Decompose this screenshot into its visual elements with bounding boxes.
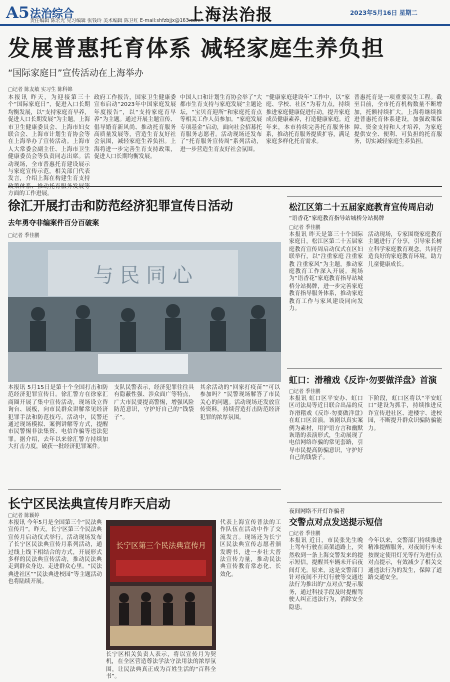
- page-number: A5: [6, 3, 30, 22]
- changning-column-2: 长宁区相关负责人表示，将以宣传月为契机，在全区营造尊法学法守法用法的浓厚氛围，让民法典真正成为百姓生活的“百科全书”。: [106, 652, 216, 681]
- photo2-banner-text: 长宁区第三个民法典宣传月: [116, 541, 206, 550]
- newspaper-logo: 上海法治报: [188, 5, 274, 24]
- divider: [287, 196, 442, 197]
- xuhui-column-1: 本报讯 5月15日是第十个全国打击和防范经济犯罪宣传日。徐汇警方在徐家汇商圈开展了集中宣传活动，现场设立咨询台、展板，向市民群众讲解常见经济犯罪手法和防范技巧。活动中，民警还通过现场模拟、案例讲解等方式，提醒市民警惕非法集资、电信诈骗等违法犯罪。据介绍，去年以来徐汇警方持续加大打击力度，破获一批经济犯罪案件。: [8, 385, 108, 451]
- lead-column-3: 中国人口和计划生育协会举了“大都市生育支持与家庭发展”主题论坛，“宝贝育迎所”和家庭托育点等相关工作人员参加。“家庭发展专项基金”启动，面向社会招募托育服务志愿者。活动现场还发布了“托育服务宣传周”系列活动，进一步营造生育友好社会氛围。: [180, 95, 262, 153]
- divider: [287, 502, 442, 503]
- lead-headline: 发展普惠托育体系 减轻家庭生养负担: [8, 37, 385, 62]
- songjiang-column-2: 活动现场，专家围绕家庭教育主题进行了分享，引导家长树立科学家庭教育观念，共同营造良好的家庭教育环境，助力儿童健康成长。: [368, 232, 442, 268]
- changning-event-photo: [106, 520, 216, 650]
- night-label: 夜间网络不开灯诈骗者: [289, 509, 345, 515]
- divider: [8, 186, 442, 187]
- night-byline: □记者 季佳鹏: [289, 531, 321, 537]
- page-header: [0, 0, 450, 26]
- photo1-banner-text: 与 民 同 心: [93, 263, 193, 287]
- xuhui-subheadline: 去年勇夺非编案件百分百破案: [8, 219, 99, 227]
- lead-column-1: 本报讯 昨天，为迎接第三十个“国际家庭日”，促进入口长期均衡发展，以“支持家庭育早养，促进人口长期发展”为主题，上海市卫生健康委员会、上海市妇女联合会、上海市计划生育协会等在上海举办了宣传活动。上海市人大常委会副主任、上海市卫生健康委员会等负责同志出席。活动现场，全市普惠托育建设展示与家庭宣传示范，相关部门代表发言，介绍上海在构建生育支持 方面的工作进展。: [8, 95, 90, 198]
- lead-column-2: 政府工作报告，国家卫生健康委宣布启动“2023年中国家庭发展年度报告”，以“支持家庭育早养”为主题。通过开展主题宣传、倡导婚育新风尚、推动托育服务高质量发展等，营造生育友好社会氛围，减轻家庭生养负担。上海将进一步完善生育支持政策，促进人口长期均衡发展。: [94, 95, 176, 161]
- xuhui-byline: □记者 季佳鹏: [8, 233, 40, 239]
- divider: [8, 489, 281, 490]
- night-column-1: 本报讯 近日，市民张先生晚上驾车行驶在高架道路上，突然收到一条上海交警发来的提示短信，提醒其车辆未开启夜间灯光。原来，这是交警部门针对夜间不开灯行驶等交通违法行为推出的“点对点”提示服务，通过科技手段及时提醒驾驶人纠正违法行为，消除安全隐患。: [289, 538, 363, 611]
- changning-column-3: 代表上海宣传普法的工作队伍在活动中作了交流发言。现场还为长宁区民法典宣传志愿者颁发聘书，进一步壮大普法宣传力量，推动民法典宣传教育常态化、长效化。: [220, 520, 281, 578]
- night-headline: 交警点对点发送提示短信: [289, 518, 383, 528]
- hongkou-headline: 虹口：滑稽戏《反诈·勿要做洋盘》首演: [289, 376, 437, 386]
- hongkou-column-1: 本报讯 虹口区平安办、虹口区司法局等近日联合出品的反诈滑稽戏《反诈·勿要做洋盘》在虹口区首演。该剧以真实案例为素材，用沪语方言和幽默诙谐的表演形式，生动展现了电信网络诈骗的常见套路，引导市民提高防骗意识，守护好自己的钱袋子。: [289, 396, 363, 462]
- songjiang-subheadline: “语香花”家庭教育指导站城桥分站揭牌: [289, 216, 385, 222]
- songjiang-column-1: 本报讯 昨天是第三十个国际家庭日，松江区第二十五届家庭教育宣传周启动仪式在区妇联举行，以“注重家庭 注重家教 注重家风”为主题，推动家庭教育工作深入开展。现场为“语香花”家庭教育指导站城桥分站揭牌，进一步完善家庭教育指导服务体系，推动家庭教育工作与家风建设同向发力。: [289, 232, 363, 313]
- divider: [287, 368, 442, 369]
- changning-column-1: 本报讯 今年5月是全国第三个“民法典宣传月”。昨天，长宁区第三个民法典宣传月启动仪式举行。活动现场发布了长宁区民法典宣传月系列活动，通过线上线下相结合的方式，开展形式多样的民法典宣传活动，推动民法典走到群众身边、走进群众心里。“民法典进社区”“民法典进校园”等主题活动也将陆续开展。: [8, 520, 102, 586]
- lead-byline: □记者 陈友敏 实习生 陈科锦: [8, 87, 73, 93]
- songjiang-headline: 松江区第二十五届家庭教育宣传周启动: [289, 203, 434, 213]
- issue-date: 2023年5月16日 星期二: [350, 10, 418, 17]
- xuhui-column-2: 支队民警表示，经济犯罪往往具有隐蔽性强、涉众面广等特点，广大市民要提高警惕，增强风险防范意识，守护好自己的“钱袋子”。: [114, 385, 194, 421]
- changning-headline: 长宁区民法典宣传月昨天启动: [8, 496, 171, 511]
- lead-column-5: 普惠托育是一项重要民生工程。截至目前，全市托育机构数量不断增加，托额持续扩大。上海将继续推进普惠托育体系建设，加强政策保障、资金支持和人才培养，为家庭提供安全、便利、可负担的托育服务，切实减轻家庭生养负担。: [354, 95, 442, 146]
- night-column-2: 今年以来，交警部门持续推进精准提醒服务，对夜间行车未按规定使用灯光等行为进行点对点提示，有效减少了相关交通违法行为的发生，保障了道路交通安全。: [368, 538, 442, 582]
- hongkou-column-2: 下阶段，虹口区将以“平安虹口”建设为抓手，持续推进反诈宣传进社区、进楼宇、进校园，不断提升群众识骗防骗能力。: [368, 396, 442, 432]
- xuhui-column-3: 其余活动的“回家打疫苗”“可以参加吗？”民警现场解答了市民关心的问题。活动现场还发放宣传资料，持续营造打击防范经济犯罪的浓厚氛围。: [200, 385, 280, 421]
- lead-column-4: “健康家庭建设年”工作中，以“家庭、学校、社区”为着力点，持续推进家庭健康促进行动，提升家庭成员健康素养，打造健康家庭。近年来，本市持续完善托育服务体系，推动托育服务提质扩容，满足家庭多样化托育需求。: [266, 95, 350, 146]
- changning-byline: □记者 陈颖婷: [8, 513, 40, 519]
- songjiang-byline: □记者 季佳鹏: [289, 225, 321, 231]
- section-name: 法治综合: [30, 7, 74, 20]
- hongkou-byline: □记者 季佳鹏: [289, 389, 321, 395]
- xuhui-event-photo: [8, 242, 281, 382]
- lead-subheadline: “国际家庭日”宣传活动在上海举办: [8, 69, 144, 79]
- editor-info: 责任编辑 陈宏光 见习编辑 张钱玲 美术编辑 陈卫红 E-mail:shfzbjjx@163.com: [30, 19, 201, 24]
- xuhui-headline: 徐汇开展打击和防范经济犯罪宣传日活动: [8, 198, 234, 213]
